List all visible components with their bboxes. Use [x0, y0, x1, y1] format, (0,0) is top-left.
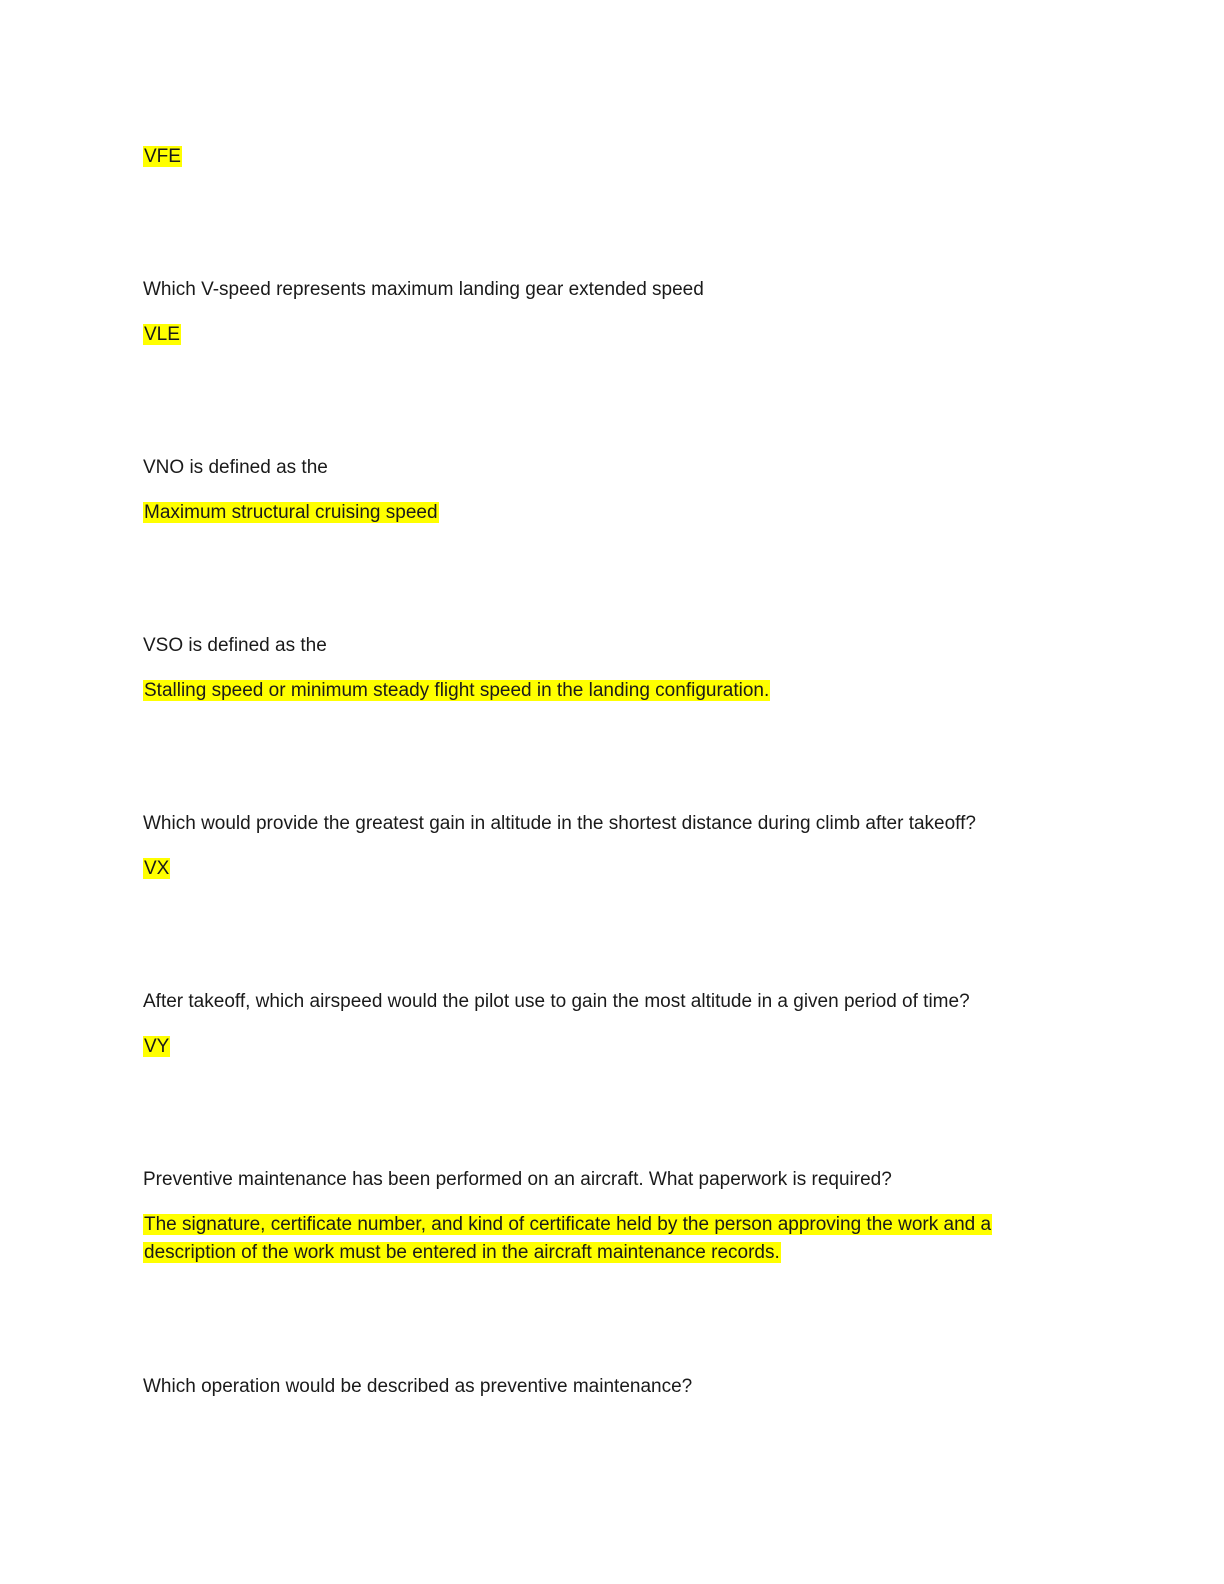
question-text: Which V-speed represents maximum landing gear extended speed: [143, 279, 704, 300]
question-text: VNO is defined as the: [143, 457, 328, 478]
question-text: After takeoff, which airspeed would the pilot use to gain the most altitude in a given period of time?: [143, 991, 970, 1012]
highlighted-answer: The signature, certificate number, and kind of certificate held by the person approving the work and a: [144, 1214, 992, 1235]
question-text: Preventive maintenance has been performed on an aircraft. What paperwork is required?: [143, 1169, 892, 1190]
answer-text-line-1: [143, 1211, 992, 1239]
answer-text: [143, 499, 439, 527]
highlighted-answer: VFE: [144, 146, 181, 167]
answer-text-line-2: [143, 1239, 781, 1267]
highlighted-answer: VX: [144, 858, 170, 879]
answer-text: [143, 321, 181, 349]
question-text: VSO is defined as the: [143, 635, 327, 656]
answer-text: [143, 1033, 170, 1061]
answer-text: [143, 677, 770, 705]
question-text: Which operation would be described as preventive maintenance?: [143, 1376, 693, 1397]
highlighted-answer: description of the work must be entered in the aircraft maintenance records.: [144, 1242, 780, 1263]
answer-text: [143, 855, 170, 883]
question-text: Which would provide the greatest gain in altitude in the shortest distance during climb after takeoff?: [143, 813, 976, 834]
highlighted-answer: VLE: [144, 324, 180, 345]
highlighted-answer: Stalling speed or minimum steady flight speed in the landing configuration.: [144, 680, 770, 701]
answer-text: [143, 143, 182, 171]
highlighted-answer: Maximum structural cruising speed: [144, 502, 438, 523]
highlighted-answer: VY: [144, 1036, 170, 1057]
